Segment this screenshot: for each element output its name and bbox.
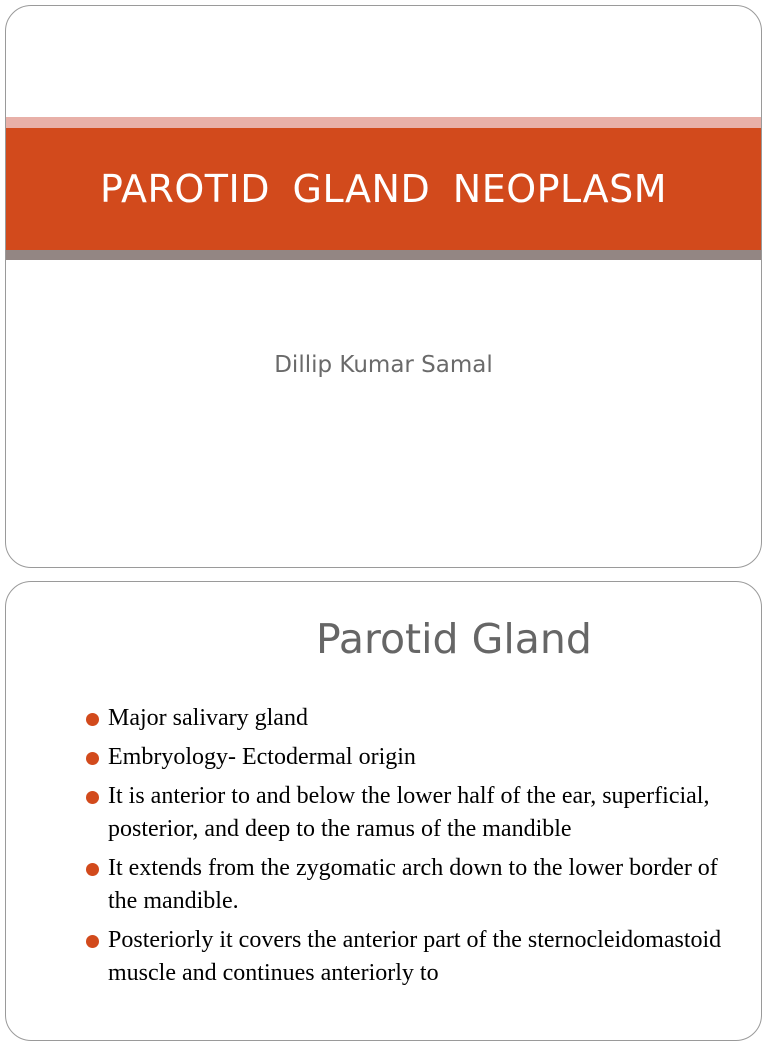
bullet-text: Embryology- Ectodermal origin [108,744,416,770]
bullet-item [86,780,736,846]
title-band-bottom-stripe [6,250,761,260]
bullet-dot-icon [86,935,99,948]
bullet-item [86,741,736,774]
presentation-title: PAROTID GLAND NEOPLASM [99,167,667,211]
slide-title: Parotid Gland [316,615,592,663]
author-name: Dillip Kumar Samal [274,352,493,378]
bullet-list [86,702,736,996]
bullet-text: It is anterior to and below the lower half of the ear, superficial, posterior, and deep to the ramus of the mandible [108,783,710,842]
title-band-top-stripe [6,117,761,128]
bullet-text: Posteriorly it covers the anterior part of the sternocleidomastoid muscle and continues anteriorly to [108,927,722,986]
bullet-item [86,852,736,918]
bullet-item [86,924,736,990]
bullet-dot-icon [86,713,99,726]
bullet-text: Major salivary gland [108,705,308,731]
bullet-dot-icon [86,791,99,804]
title-band [6,128,761,250]
bullet-dot-icon [86,752,99,765]
bullet-dot-icon [86,863,99,876]
content-slide [5,581,762,1041]
bullet-text: It extends from the zygomatic arch down to the lower border of the mandible. [108,855,718,914]
title-slide [5,5,762,568]
bullet-item [86,702,736,735]
